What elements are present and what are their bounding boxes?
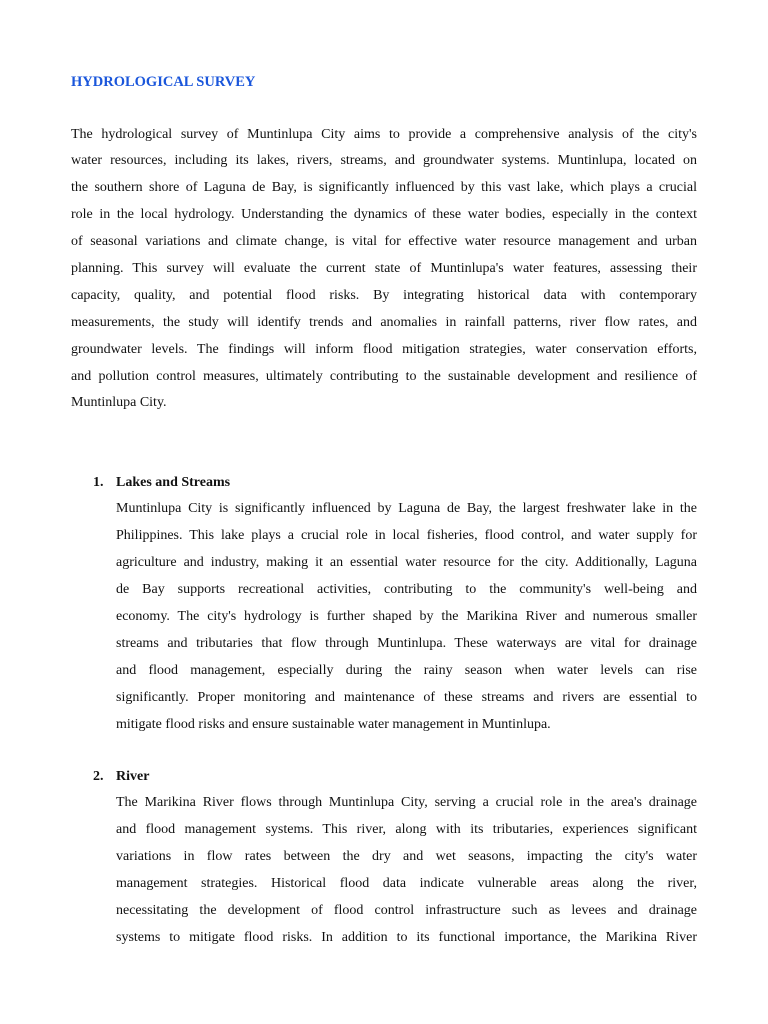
text-line: role in the local hydrology. Understanding the dynamics of these water bodies, especially in the context [71, 207, 697, 223]
text-line: planning. This survey will evaluate the current state of Muntinlupa's water features, assessing their [71, 260, 697, 276]
section-number: 2. [93, 768, 104, 784]
text-line: agriculture and industry, making it an essential water resource for the city. Additionally, Laguna [116, 555, 697, 571]
text-line: The hydrological survey of Muntinlupa City aims to provide a comprehensive analysis of the city's [71, 126, 697, 142]
text-line: and flood management systems. This river, along with its tributaries, experiences significant [116, 822, 697, 838]
intro-paragraph [71, 122, 697, 418]
text-line: significantly. Proper monitoring and maintenance of these streams and rivers are essential to [116, 689, 697, 705]
section-heading-river: River [116, 768, 150, 784]
text-line: and pollution control measures, ultimately contributing to the sustainable development and resilience of [71, 368, 697, 384]
document-title: HYDROLOGICAL SURVEY [71, 73, 256, 90]
text-line: of seasonal variations and climate change, is vital for effective water resource management and urban [71, 234, 697, 250]
text-line: measurements, the study will identify trends and anomalies in rainfall patterns, river flow rates, and [71, 314, 697, 330]
text-line: economy. The city's hydrology is further shaped by the Marikina River and numerous smaller [116, 608, 697, 624]
section-body-river [116, 790, 697, 951]
text-line: mitigate flood risks and ensure sustainable water management in Muntinlupa. [116, 716, 551, 732]
text-line: groundwater levels. The findings will inform flood mitigation strategies, water conservation efforts, [71, 341, 697, 357]
text-line: systems to mitigate flood risks. In addition to its functional importance, the Marikina River [116, 929, 697, 945]
text-line: Philippines. This lake plays a crucial role in local fisheries, flood control, and water supply for [116, 528, 697, 544]
text-line: The Marikina River flows through Muntinlupa City, serving a crucial role in the area's drainage [116, 795, 697, 811]
text-line: capacity, quality, and potential flood risks. By integrating historical data with contemporary [71, 287, 697, 303]
text-line: and flood management, especially during the rainy season when water levels can rise [116, 662, 697, 678]
text-line: variations in flow rates between the dry and wet seasons, impacting the city's water [116, 849, 697, 865]
text-line: management strategies. Historical flood data indicate vulnerable areas along the river, [116, 876, 697, 892]
section-heading-lakes-and-streams: Lakes and Streams [116, 474, 231, 490]
text-line: water resources, including its lakes, rivers, streams, and groundwater systems. Muntinlupa, located on [71, 153, 697, 169]
text-line: the southern shore of Laguna de Bay, is significantly influenced by this vast lake, which plays a crucial [71, 180, 697, 196]
text-line: Muntinlupa City. [71, 395, 167, 411]
section-number: 1. [93, 474, 104, 490]
text-line: Muntinlupa City is significantly influenced by Laguna de Bay, the largest freshwater lake in the [116, 501, 697, 517]
text-line: necessitating the development of flood control infrastructure such as levees and drainage [116, 902, 697, 918]
section-body-lakes-and-streams [116, 496, 697, 738]
text-line: de Bay supports recreational activities, contributing to the community's well-being and [116, 582, 697, 598]
text-line: streams and tributaries that flow through Muntinlupa. These waterways are vital for drainage [116, 635, 697, 651]
